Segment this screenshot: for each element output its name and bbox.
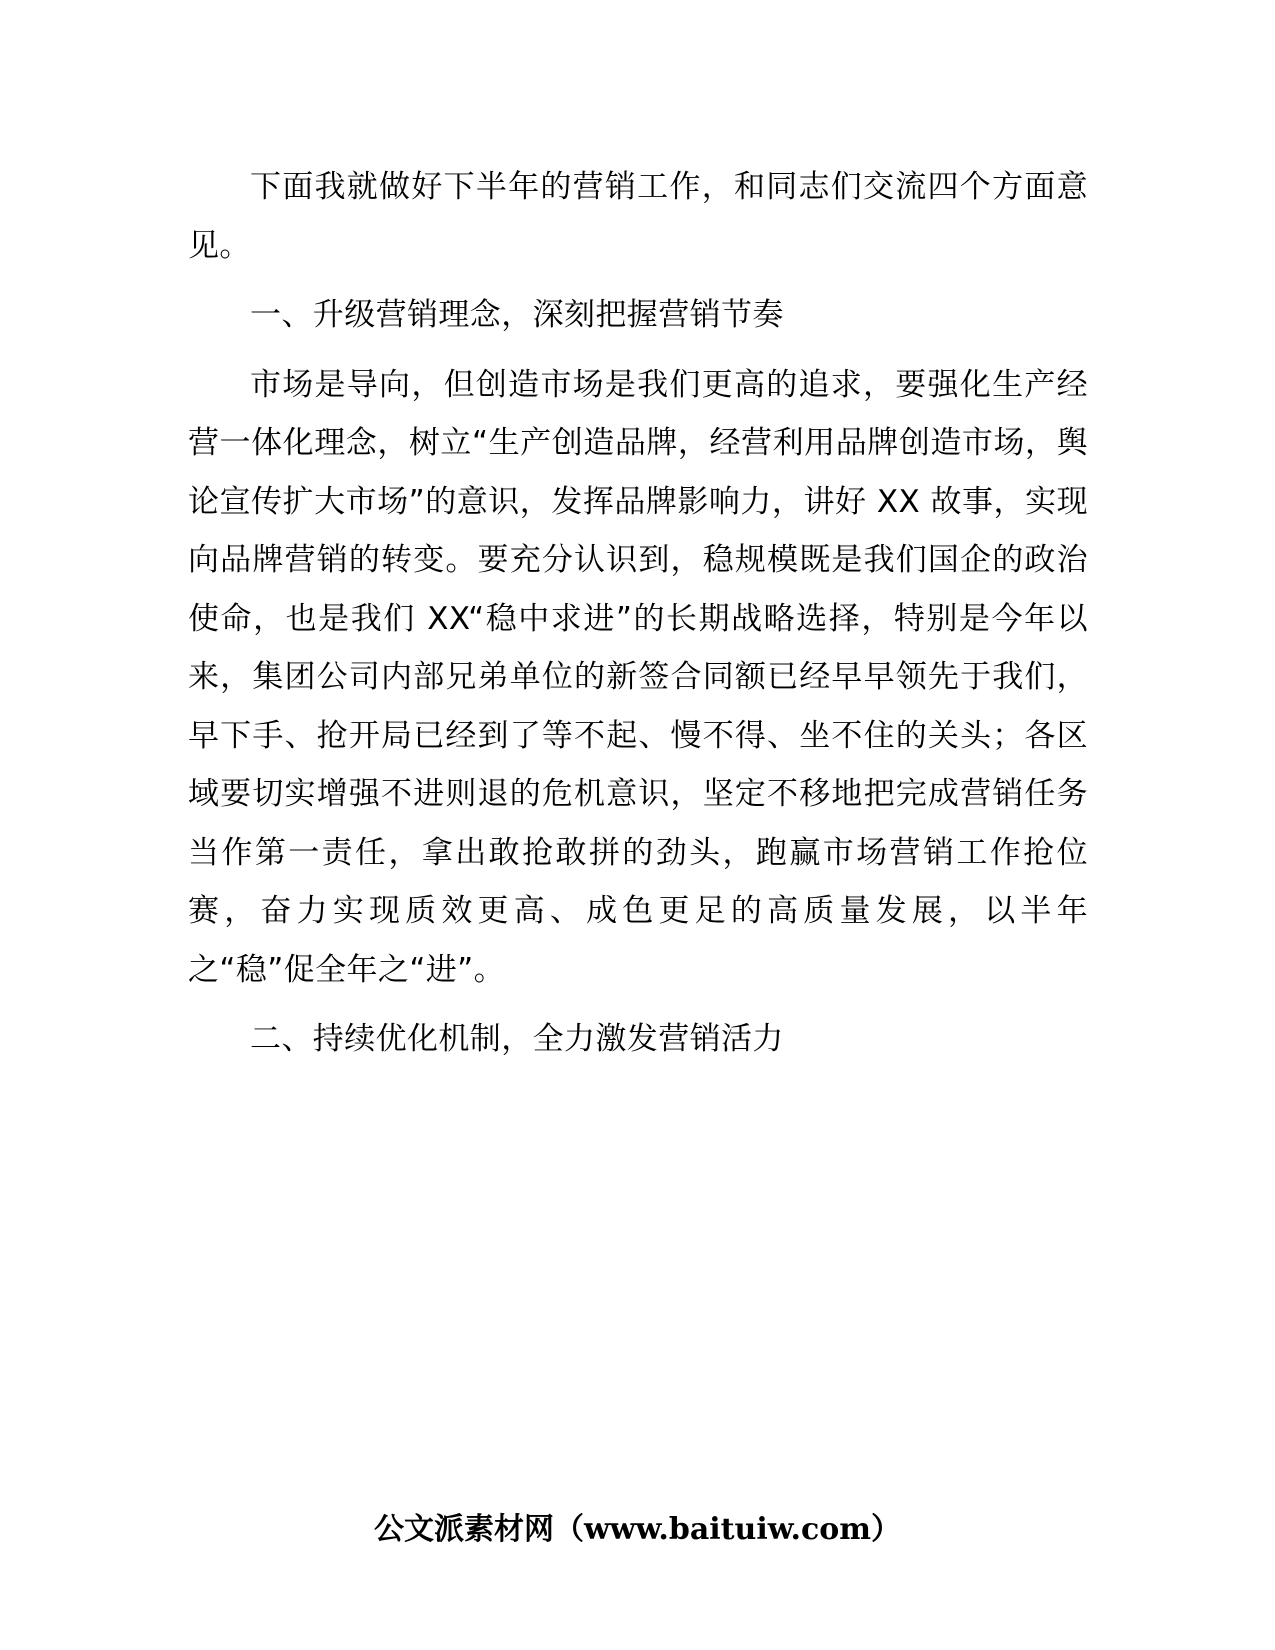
section-heading-2: 二、持续优化机制，全力激发营销活力: [250, 1021, 784, 1057]
document-body: [188, 158, 1088, 1069]
intro-paragraph: 下面我就做好下半年的营销工作，和同志们交流四个方面意见。: [188, 169, 1088, 264]
body-paragraph: 市场是导向，但创造市场是我们更高的追求，要强化生产经营一体化理念，树立“生产创造品牌，经营利用品牌创造市场，舆论宣传扩大市场”的意识，发挥品牌影响力，讲好 XX 故事，实现向品牌营销的转变。要充分认识到，稳规模既是我们国企的政治使命，也是我们 XX“稳中求进”的长期战略选择，特别是今年以来，集团公司内部兄弟单位的新签合同额已经早早领先于我们，早下手、抢开局已经到了等不起、慢不得、坐不住的关头；各区域要切实增强不进则退的危机意识，坚定不移地把完成营销任务当作第一责任，拿出敢抢敢拼的劲头，跑赢市场营销工作抢位赛，奋力实现质效更高、成色更足的高质量发展，以半年之“稳”促全年之“进”。: [188, 366, 1088, 988]
section-heading-1: 一、升级营销理念，深刻把握营销节奏: [250, 297, 784, 333]
page-footer: 公文派素材网（www.baituiw.com）: [373, 1512, 902, 1547]
